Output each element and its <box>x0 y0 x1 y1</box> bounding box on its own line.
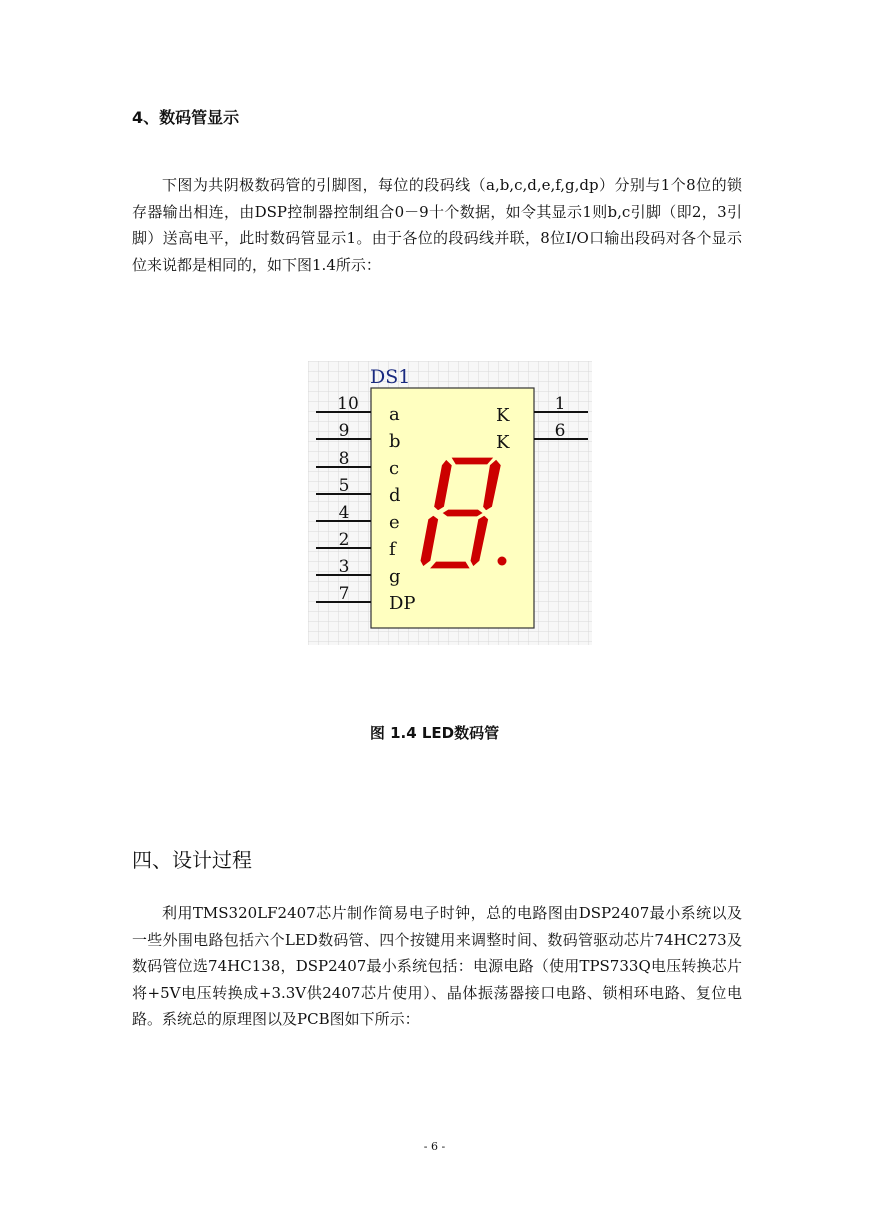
pin-number: 10 <box>337 394 359 414</box>
pin-number: 9 <box>338 421 350 441</box>
pin-number: 4 <box>338 503 350 523</box>
segment-d <box>429 561 472 569</box>
segment-dp <box>498 557 507 566</box>
pin-number: 8 <box>338 449 350 469</box>
designator-label: DS1 <box>370 366 411 388</box>
pin-label: e <box>389 512 400 533</box>
paragraph-intro <box>132 172 742 278</box>
section-heading: 四、设计过程 <box>132 848 252 872</box>
pin-number: 6 <box>554 421 566 441</box>
pin-label: f <box>389 539 396 560</box>
pin-label: K <box>496 405 510 426</box>
seven-segment-figure <box>308 361 592 645</box>
segment-g <box>441 509 484 517</box>
page-number: - 6 - <box>423 1140 446 1153</box>
pin-label: g <box>389 566 401 587</box>
figure-caption: 图 1.4 LED数码管 <box>369 724 500 742</box>
pin-label: K <box>496 432 510 453</box>
seven-segment-diagram <box>308 361 592 645</box>
paragraph-intro-text: 下图为共阴极数码管的引脚图，每位的段码线（a,b,c,d,e,f,g,dp）分别与1个8位的锁存器输出相连，由DSP控制器控制组合0－9十个数据，如令其显示1则b,c引脚（即2，3引脚）送高电平，此时数码管显示1。由于各位的段码线并联，8位I/O口输出段码对各个显示位来说都是相同的，如下图1.4所示： <box>132 176 742 274</box>
pin-label: a <box>389 404 400 425</box>
paragraph-design-text: 利用TMS320LF2407芯片制作简易电子时钟，总的电路图由DSP2407最小系统以及一些外围电路包括六个LED数码管、四个按键用来调整时间、数码管驱动芯片74HC273及数码管位选74HC138，DSP2407最小系统包括：电源电路（使用TPS733Q电压转换芯片将+5V电压转换成+3.3V供2407芯片使用）、晶体振荡器接口电路、锁相环电路、复位电路。系统总的原理图以及PCB图如下所示： <box>132 904 742 1028</box>
pin-label: d <box>389 485 401 506</box>
segment-a <box>449 457 494 465</box>
pin-label: c <box>389 458 400 479</box>
paragraph-design <box>132 900 742 1033</box>
pin-number: 5 <box>338 476 350 496</box>
pin-label: b <box>389 431 401 452</box>
heading-4: 4、数码管显示 <box>132 108 240 127</box>
pin-label: DP <box>389 593 416 614</box>
pin-number: 3 <box>338 557 350 577</box>
pin-number: 2 <box>338 530 350 550</box>
pin-number: 1 <box>554 394 566 414</box>
pin-number: 7 <box>338 584 350 604</box>
